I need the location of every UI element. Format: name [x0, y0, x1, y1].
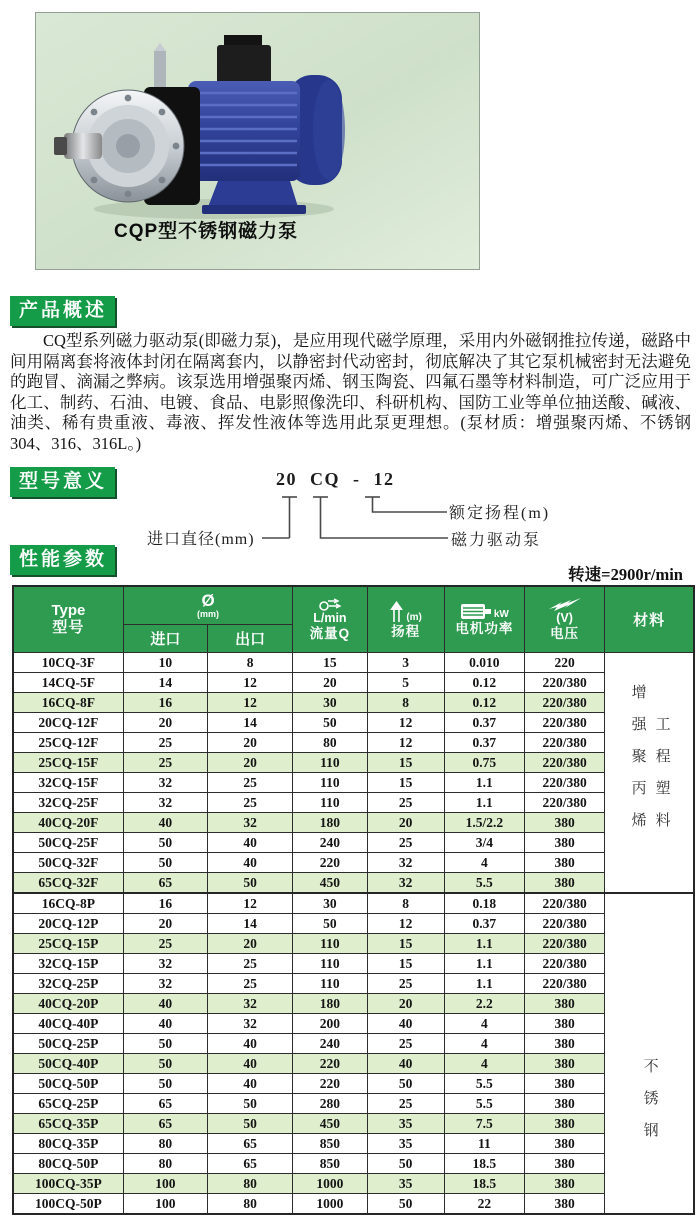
- value-cell: 110: [293, 974, 367, 994]
- value-cell: 1000: [293, 1174, 367, 1194]
- value-cell: 380: [524, 853, 604, 873]
- value-cell: 0.75: [444, 753, 524, 773]
- value-cell: 380: [524, 833, 604, 853]
- value-cell: 25: [208, 793, 293, 813]
- value-cell: 450: [293, 1114, 367, 1134]
- col-header-material: 材料: [605, 586, 694, 653]
- performance-table-body: [13, 653, 694, 1215]
- value-cell: 220/380: [524, 914, 604, 934]
- value-cell: 30: [293, 693, 367, 713]
- value-cell: 32: [123, 974, 207, 994]
- speed-note: 转速=2900r/min: [568, 565, 683, 584]
- value-cell: 12: [208, 693, 293, 713]
- model-cell: 65CQ-32F: [13, 873, 123, 894]
- head-arrow-icon: [389, 601, 404, 623]
- value-cell: 5.5: [444, 1094, 524, 1114]
- model-cell: 50CQ-25F: [13, 833, 123, 853]
- value-cell: 25: [123, 934, 207, 954]
- value-cell: 14: [123, 673, 207, 693]
- value-cell: 50: [293, 914, 367, 934]
- value-cell: 65: [208, 1154, 293, 1174]
- value-cell: 40: [123, 1014, 207, 1034]
- value-cell: 80: [208, 1194, 293, 1215]
- value-cell: 50: [208, 873, 293, 894]
- value-cell: 50: [123, 1054, 207, 1074]
- value-cell: 25: [208, 773, 293, 793]
- value-cell: 40: [208, 1054, 293, 1074]
- section-title-overview: 产品概述: [10, 296, 115, 326]
- value-cell: 25: [208, 954, 293, 974]
- table-row: [13, 693, 694, 713]
- value-cell: 380: [524, 873, 604, 894]
- product-caption: CQP型不锈钢磁力泵: [114, 221, 299, 242]
- model-cell: 50CQ-25P: [13, 1034, 123, 1054]
- motor-icon: [460, 603, 492, 620]
- value-cell: 200: [293, 1014, 367, 1034]
- value-cell: 0.37: [444, 914, 524, 934]
- table-row: [13, 1014, 694, 1034]
- value-cell: 80: [123, 1154, 207, 1174]
- value-cell: 25: [367, 1034, 444, 1054]
- value-cell: 180: [293, 994, 367, 1014]
- value-cell: 8: [367, 693, 444, 713]
- diameter-symbol: Ø: [201, 590, 215, 610]
- value-cell: 380: [524, 1194, 604, 1215]
- value-cell: 50: [367, 1154, 444, 1174]
- value-cell: 4: [444, 1054, 524, 1074]
- value-cell: 380: [524, 994, 604, 1014]
- value-cell: 12: [208, 893, 293, 914]
- value-cell: 14: [208, 914, 293, 934]
- model-cell: 65CQ-25P: [13, 1094, 123, 1114]
- col-header-diameter: Ø (mm): [123, 586, 292, 625]
- value-cell: 12: [367, 733, 444, 753]
- value-cell: 110: [293, 753, 367, 773]
- value-cell: 3: [367, 653, 444, 673]
- model-cell: 20CQ-12P: [13, 914, 123, 934]
- table-row: [13, 753, 694, 773]
- model-cell: 65CQ-35P: [13, 1114, 123, 1134]
- value-cell: 5.5: [444, 873, 524, 894]
- value-cell: 12: [208, 673, 293, 693]
- value-cell: 380: [524, 1094, 604, 1114]
- table-row: [13, 994, 694, 1014]
- value-cell: 380: [524, 1054, 604, 1074]
- col-header-outlet: 出口: [208, 625, 293, 653]
- value-cell: 50: [123, 1034, 207, 1054]
- value-cell: 220: [524, 653, 604, 673]
- value-cell: 240: [293, 1034, 367, 1054]
- table-row: [13, 1154, 694, 1174]
- value-cell: 220/380: [524, 893, 604, 914]
- table-row: [13, 974, 694, 994]
- col-header-voltage: (V) 电压: [524, 586, 604, 653]
- table-row: [13, 733, 694, 753]
- value-cell: 20: [123, 914, 207, 934]
- table-header: [13, 586, 694, 653]
- value-cell: 40: [123, 813, 207, 833]
- table-row: [13, 1034, 694, 1054]
- value-cell: 20: [208, 934, 293, 954]
- value-cell: 15: [367, 934, 444, 954]
- table-row: [13, 833, 694, 853]
- value-cell: 220/380: [524, 713, 604, 733]
- value-cell: 380: [524, 813, 604, 833]
- model-cell: 50CQ-40P: [13, 1054, 123, 1074]
- model-cell: 40CQ-20P: [13, 994, 123, 1014]
- value-cell: 18.5: [444, 1174, 524, 1194]
- col-header-power: kW 电机功率: [444, 586, 524, 653]
- model-cell: 25CQ-15F: [13, 753, 123, 773]
- value-cell: 7.5: [444, 1114, 524, 1134]
- value-cell: 3/4: [444, 833, 524, 853]
- value-cell: 5: [367, 673, 444, 693]
- value-cell: 220/380: [524, 954, 604, 974]
- model-code: 20 CQ - 12: [276, 469, 395, 489]
- value-cell: 8: [208, 653, 293, 673]
- value-cell: 450: [293, 873, 367, 894]
- value-cell: 4: [444, 1014, 524, 1034]
- value-cell: 50: [367, 1194, 444, 1215]
- model-cell: 32CQ-15F: [13, 773, 123, 793]
- model-cell: 50CQ-32F: [13, 853, 123, 873]
- value-cell: 80: [293, 733, 367, 753]
- value-cell: 50: [293, 713, 367, 733]
- value-cell: 10: [123, 653, 207, 673]
- model-cell: 40CQ-20F: [13, 813, 123, 833]
- model-cell: 25CQ-15P: [13, 934, 123, 954]
- value-cell: 35: [367, 1114, 444, 1134]
- value-cell: 80: [123, 1134, 207, 1154]
- table-row: [13, 793, 694, 813]
- value-cell: 50: [123, 1074, 207, 1094]
- value-cell: 220/380: [524, 934, 604, 954]
- label-inlet-diameter: 进口直径(mm): [147, 531, 255, 548]
- value-cell: 280: [293, 1094, 367, 1114]
- value-cell: 25: [367, 793, 444, 813]
- value-cell: 1.1: [444, 773, 524, 793]
- value-cell: 11: [444, 1134, 524, 1154]
- section-title-model: 型号意义: [10, 467, 115, 497]
- value-cell: 16: [123, 893, 207, 914]
- value-cell: 20: [208, 753, 293, 773]
- model-cell: 50CQ-50P: [13, 1074, 123, 1094]
- table-row: [13, 1174, 694, 1194]
- value-cell: 380: [524, 1174, 604, 1194]
- value-cell: 220/380: [524, 793, 604, 813]
- model-cell: 80CQ-50P: [13, 1154, 123, 1174]
- model-cell: 32CQ-25F: [13, 793, 123, 813]
- value-cell: 110: [293, 773, 367, 793]
- label-magnetic-pump: 磁力驱动泵: [451, 532, 542, 549]
- value-cell: 40: [123, 994, 207, 1014]
- table-row: [13, 1054, 694, 1074]
- section-title-performance: 性能参数: [10, 545, 115, 575]
- value-cell: 240: [293, 833, 367, 853]
- table-row: [13, 773, 694, 793]
- value-cell: 220: [293, 853, 367, 873]
- model-cell: 16CQ-8F: [13, 693, 123, 713]
- value-cell: 220: [293, 1054, 367, 1074]
- table-row: [13, 934, 694, 954]
- value-cell: 380: [524, 1074, 604, 1094]
- table-row: [13, 713, 694, 733]
- value-cell: 180: [293, 813, 367, 833]
- value-cell: 22: [444, 1194, 524, 1215]
- value-cell: 220/380: [524, 673, 604, 693]
- product-photo-frame: [35, 12, 480, 270]
- table-row: [13, 1074, 694, 1094]
- value-cell: 5.5: [444, 1074, 524, 1094]
- table-row: [13, 1194, 694, 1215]
- value-cell: 80: [208, 1174, 293, 1194]
- value-cell: 65: [123, 873, 207, 894]
- value-cell: 220/380: [524, 773, 604, 793]
- value-cell: 220/380: [524, 733, 604, 753]
- value-cell: 1.5/2.2: [444, 813, 524, 833]
- value-cell: 50: [208, 1114, 293, 1134]
- value-cell: 100: [123, 1174, 207, 1194]
- value-cell: 850: [293, 1134, 367, 1154]
- model-cell: 32CQ-15P: [13, 954, 123, 974]
- model-cell: 25CQ-12F: [13, 733, 123, 753]
- value-cell: 380: [524, 1034, 604, 1054]
- table-row: [13, 853, 694, 873]
- value-cell: 50: [208, 1094, 293, 1114]
- value-cell: 100: [123, 1194, 207, 1215]
- value-cell: 40: [367, 1054, 444, 1074]
- value-cell: 50: [123, 853, 207, 873]
- value-cell: 8: [367, 893, 444, 914]
- value-cell: 4: [444, 1034, 524, 1054]
- value-cell: 0.37: [444, 733, 524, 753]
- value-cell: 25: [367, 833, 444, 853]
- value-cell: 32: [367, 853, 444, 873]
- material-cell: [605, 653, 694, 894]
- value-cell: 15: [367, 773, 444, 793]
- value-cell: 2.2: [444, 994, 524, 1014]
- value-cell: 20: [293, 673, 367, 693]
- value-cell: 35: [367, 1134, 444, 1154]
- value-cell: 220/380: [524, 974, 604, 994]
- value-cell: 20: [123, 713, 207, 733]
- value-cell: 0.18: [444, 893, 524, 914]
- value-cell: 50: [367, 1074, 444, 1094]
- value-cell: 0.12: [444, 693, 524, 713]
- value-cell: 12: [367, 914, 444, 934]
- value-cell: 25: [123, 733, 207, 753]
- material-label: 增强聚丙烯: [629, 684, 646, 844]
- table-row: [13, 653, 694, 673]
- value-cell: 32: [123, 793, 207, 813]
- value-cell: 1.1: [444, 934, 524, 954]
- value-cell: 1.1: [444, 974, 524, 994]
- value-cell: 850: [293, 1154, 367, 1174]
- value-cell: 380: [524, 1114, 604, 1134]
- value-cell: 25: [367, 974, 444, 994]
- value-cell: 110: [293, 934, 367, 954]
- table-row: [13, 873, 694, 894]
- table-row: [13, 1114, 694, 1134]
- value-cell: 40: [367, 1014, 444, 1034]
- model-cell: 10CQ-3F: [13, 653, 123, 673]
- value-cell: 32: [367, 873, 444, 894]
- model-cell: 32CQ-25P: [13, 974, 123, 994]
- value-cell: 110: [293, 793, 367, 813]
- value-cell: 0.37: [444, 713, 524, 733]
- value-cell: 14: [208, 713, 293, 733]
- value-cell: 1.1: [444, 793, 524, 813]
- value-cell: 110: [293, 954, 367, 974]
- value-cell: 0.010: [444, 653, 524, 673]
- value-cell: 380: [524, 1134, 604, 1154]
- table-row: [13, 893, 694, 914]
- value-cell: 32: [208, 1014, 293, 1034]
- material-cell: [605, 893, 694, 1214]
- table-row: [13, 1134, 694, 1154]
- value-cell: 380: [524, 1014, 604, 1034]
- flow-icon: [317, 598, 343, 611]
- value-cell: 40: [208, 833, 293, 853]
- table-row: [13, 914, 694, 934]
- value-cell: 40: [208, 1034, 293, 1054]
- value-cell: 20: [367, 813, 444, 833]
- value-cell: 16: [123, 693, 207, 713]
- value-cell: 30: [293, 893, 367, 914]
- material-label: 不锈钢: [641, 1057, 658, 1154]
- col-header-flow: L/min 流量Q: [293, 586, 367, 653]
- value-cell: 25: [367, 1094, 444, 1114]
- table-row: [13, 1094, 694, 1114]
- value-cell: 65: [123, 1094, 207, 1114]
- value-cell: 32: [208, 994, 293, 1014]
- overview-paragraph: CQ型系列磁力驱动泵(即磁力泵)，是应用现代磁学原理，采用内外磁钢推拉传递，磁路中间用隔离套将液体封闭在隔离套内，以静密封代动密封，彻底解决了其它泵机械密封无法避免的跑冒、滴漏之弊病。该泵选用增强聚丙烯、钢玉陶瓷、四氟石墨等材料制造，可广泛应用于化工、制药、石油、电镀、食品、电影照像洗印、科研机构、国防工业等单位抽送酸、碱液、油类、稀有贵重液、毒液、挥发性液体等选用此泵更理想。(泵材质：增强聚丙烯、不锈钢304、316、316L。): [10, 331, 691, 453]
- value-cell: 18.5: [444, 1154, 524, 1174]
- value-cell: 15: [367, 954, 444, 974]
- value-cell: 12: [367, 713, 444, 733]
- value-cell: 35: [367, 1174, 444, 1194]
- table-row: [13, 813, 694, 833]
- value-cell: 20: [208, 733, 293, 753]
- value-cell: 380: [524, 1154, 604, 1174]
- value-cell: 15: [293, 653, 367, 673]
- value-cell: 32: [123, 954, 207, 974]
- value-cell: 65: [123, 1114, 207, 1134]
- table-row: [13, 954, 694, 974]
- value-cell: 25: [208, 974, 293, 994]
- table-row: [13, 673, 694, 693]
- col-header-type: Type 型号: [13, 586, 123, 653]
- model-cell: 80CQ-35P: [13, 1134, 123, 1154]
- model-cell: 100CQ-50P: [13, 1194, 123, 1215]
- value-cell: 32: [123, 773, 207, 793]
- value-cell: 65: [208, 1134, 293, 1154]
- value-cell: 220/380: [524, 753, 604, 773]
- value-cell: 15: [367, 753, 444, 773]
- value-cell: 20: [367, 994, 444, 1014]
- value-cell: 1000: [293, 1194, 367, 1215]
- value-cell: 32: [208, 813, 293, 833]
- performance-table: [12, 585, 695, 1215]
- value-cell: 0.12: [444, 673, 524, 693]
- value-cell: 50: [123, 833, 207, 853]
- value-cell: 220/380: [524, 693, 604, 713]
- material-label: 工程塑料: [653, 715, 670, 844]
- value-cell: 40: [208, 853, 293, 873]
- col-header-inlet: 进口: [123, 625, 207, 653]
- value-cell: 4: [444, 853, 524, 873]
- model-cell: 20CQ-12F: [13, 713, 123, 733]
- value-cell: 1.1: [444, 954, 524, 974]
- model-cell: 100CQ-35P: [13, 1174, 123, 1194]
- label-rated-head: 额定扬程(m): [449, 505, 551, 522]
- model-cell: 40CQ-40P: [13, 1014, 123, 1034]
- col-header-head: (m) 扬程: [367, 586, 444, 653]
- value-cell: 40: [208, 1074, 293, 1094]
- model-cell: 16CQ-8P: [13, 893, 123, 914]
- value-cell: 25: [123, 753, 207, 773]
- value-cell: 220: [293, 1074, 367, 1094]
- lightning-icon: [548, 598, 582, 611]
- model-cell: 14CQ-5F: [13, 673, 123, 693]
